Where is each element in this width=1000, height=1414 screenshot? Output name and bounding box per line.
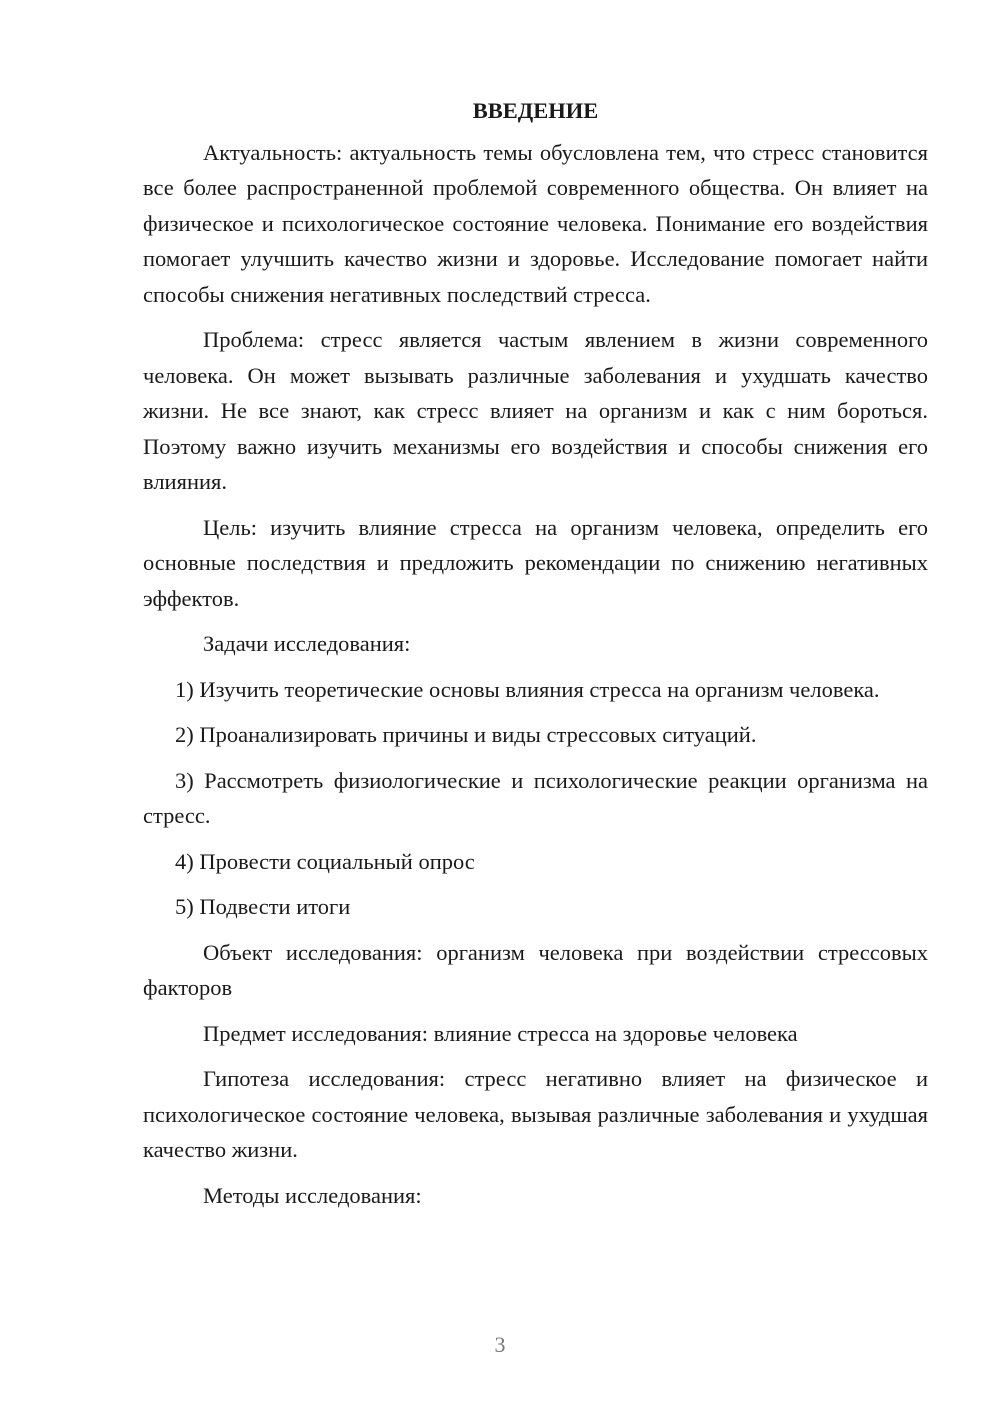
paragraph-tasks-heading: Задачи исследования: (203, 631, 411, 656)
paragraph-goal: Цель: изучить влияние стресса на организм человека, определить его основные последствия и предложить рекомендации по снижению негативных эффектов. (143, 514, 928, 611)
paragraph-problem: Проблема: стресс является частым явлением в жизни современного человека. Он может вызывать различные заболевания и ухудшать качество жизни. Не все знают, как стресс влияет на организм и как с ним бороться. Поэтому важно изучить механизмы его воздействия и способы снижения его влияния. (143, 327, 928, 494)
paragraph-methods: Методы исследования: (203, 1182, 422, 1208)
task-item-2: 2) Проанализировать причины и виды стрессовых ситуаций. (175, 722, 757, 747)
task-item-5: 5) Подвести итоги (175, 894, 351, 919)
paragraph-subject: Предмет исследования: влияние стресса на здоровье человека (203, 1020, 798, 1046)
page-content (143, 93, 928, 1223)
task-item-3: 3) Рассмотреть физиологические и психологические реакции организма на стресс. (143, 767, 928, 828)
page-number: 3 (494, 1332, 506, 1357)
task-item-4: 4) Провести социальный опрос (175, 848, 475, 874)
section-title: ВВЕДЕНИЕ (472, 98, 599, 123)
paragraph-object: Объект исследования: организм человека при воздействии стрессовых факторов (143, 939, 928, 1000)
paragraph-relevance: Актуальность: актуальность темы обусловлена тем, что стресс становится все более распространенной проблемой современного общества. Он влияет на физическое и психологическое состояние человека. Понимание его воздействия помогает улучшить качество жизни и здоровье. Исследование помогает найти способы снижения негативных последствий стресса. (143, 139, 928, 307)
paragraph-hypothesis: Гипотеза исследования: стресс негативно влияет на физическое и психологическое состояние человека, вызывая различные заболевания и ухудшая качество жизни. (143, 1066, 928, 1162)
task-item-1: 1) Изучить теоретические основы влияния стресса на организм человека. (175, 676, 880, 702)
